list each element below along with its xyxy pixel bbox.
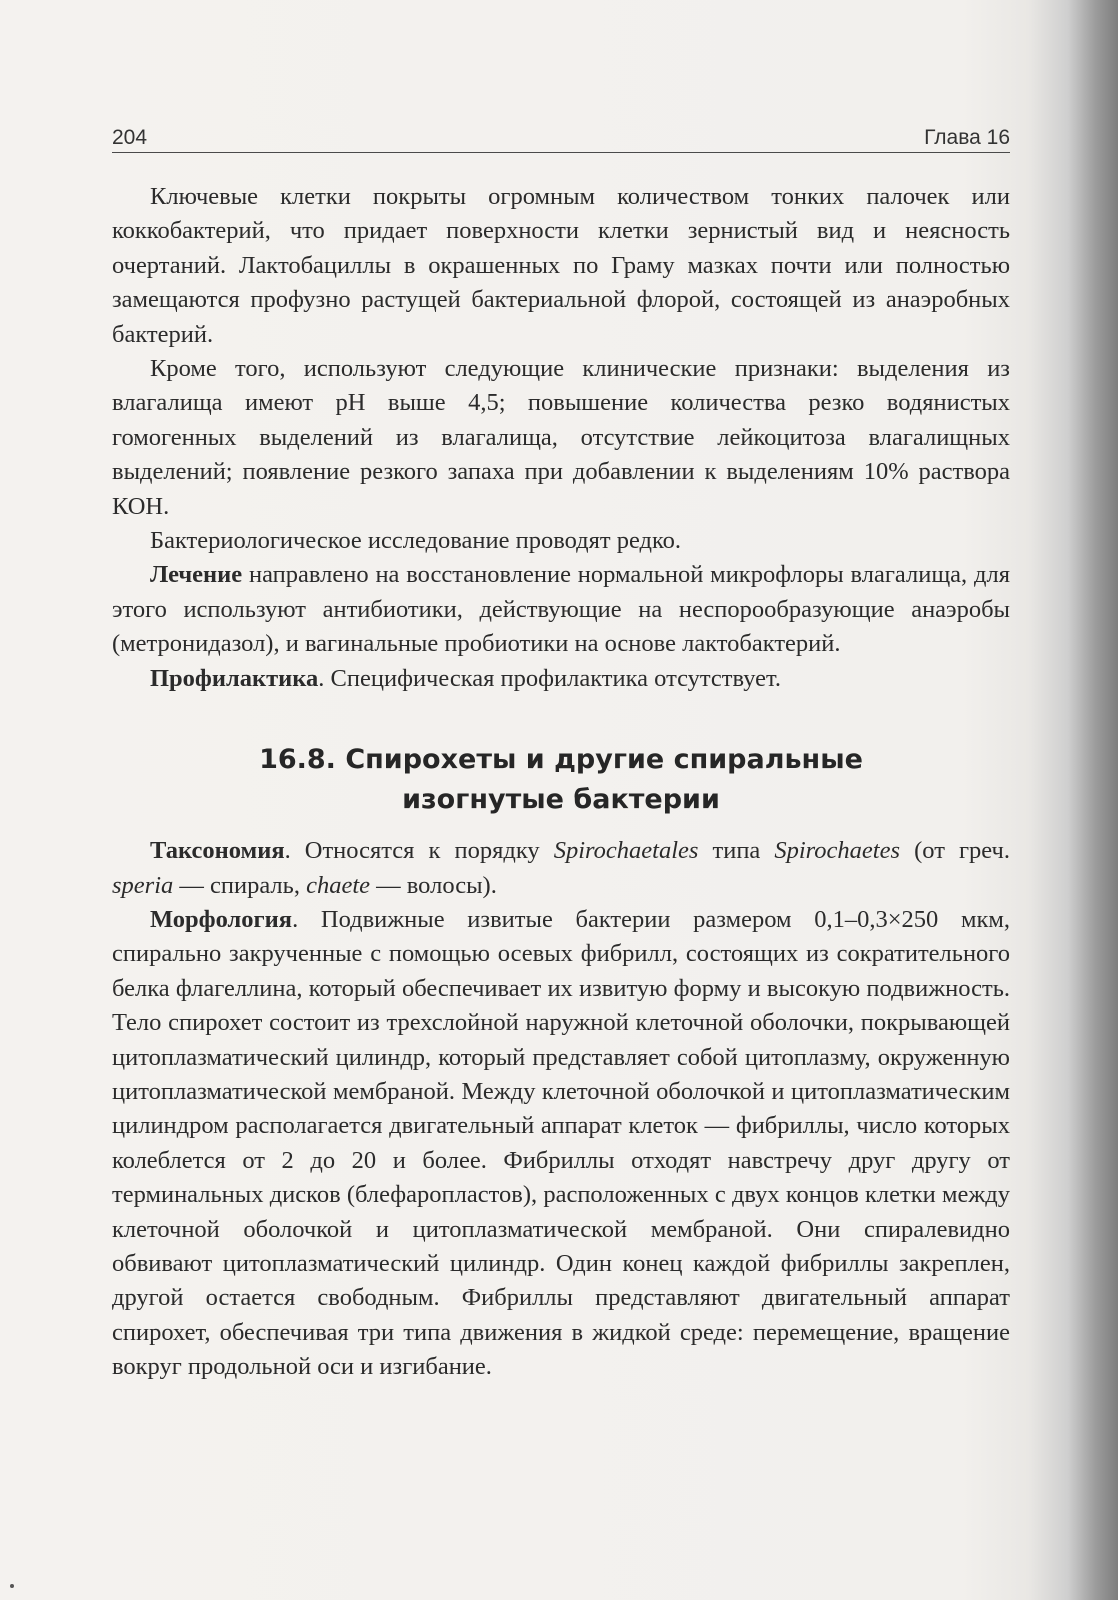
- term-treatment: Лечение: [150, 561, 243, 589]
- section-heading: [112, 740, 1010, 820]
- chapter-title: Глава 16: [924, 126, 1010, 149]
- body-text: [112, 180, 1010, 1385]
- header-rule: [112, 152, 1010, 153]
- paragraph-morphology: [112, 903, 1010, 1385]
- paragraph-clinical-signs: Кроме того, используют следующие клинические признаки: выделения из влагалища имеют pH выше 4,5; повышение количества резко водянистых гомогенных выделений из влагалища, отсутствие лейкоцитоза влагалищных выделений; появление резкого запаха при добавлении к выделениям 10% раствора КОН.: [112, 355, 1010, 520]
- greek-word-chaete: chaete: [306, 871, 371, 899]
- term-prevention: Профилактика: [150, 664, 319, 692]
- taxonomy-text-1: . Относятся к порядку: [284, 837, 554, 865]
- treatment-text: направлено на восстановление нормальной микрофлоры влагалища, для этого используют антибиотики, действующие на неспорообразующие анаэробы (метронидазол), и вагинальные пробиотики на основе лактобактерий.: [112, 561, 1010, 658]
- morphology-text: . Подвижные извитые бактерии размером 0,1–0,3×250 мкм, спирально закрученные с помощью осевых фибрилл, состоящих из сократительного белка флагеллина, который обеспечивает их извитую форму и высокую подвижность. Тело спирохет состоит из трехслойной наружной клеточной оболочки, покрывающей цитоплазматический цилиндр, который представляет собой цитоплазму, окруженную цитоплазматической мембраной. Между клеточной оболочкой и цитоплазматическим цилиндром располагается двигательный аппарат клеток — фибриллы, число которых колеблется от 2 до 20 и более. Фибриллы отходят навстречу друг другу от терминальных дисков (блефаропластов), расположенных с двух концов клетки между клеточной оболочкой и цитоплазматической мембраной. Они спиралевидно обвивают цитоплазматический цилиндр. Один конец каждой фибриллы закреплен, другой остается свободным. Фибриллы представляют двигательный аппарат спирохет, обеспечивая три типа движения в жидкой среде: перемещение, вращение вокруг продольной оси и изгибание.: [112, 905, 1010, 1381]
- paragraph-taxonomy: [112, 834, 1010, 903]
- term-morphology: Морфология: [150, 905, 293, 933]
- paragraph-bacteriology: Бактериологическое исследование проводят редко.: [150, 527, 682, 555]
- paragraph-treatment: [112, 558, 1010, 661]
- taxon-phylum: Spirochaetes: [774, 837, 901, 865]
- paragraph-key-cells: Ключевые клетки покрыты огромным количеством тонких палочек или коккобактерий, что придает поверхности клетки зернистый вид и неясность очертаний. Лактобациллы в окрашенных по Граму мазках почти или полностью замещаются профузно растущей бактериальной флорой, состоящей из анаэробных бактерий.: [112, 183, 1010, 348]
- taxonomy-text-5: — волосы).: [370, 871, 497, 899]
- running-header: [112, 118, 1010, 156]
- taxonomy-text-3: (от греч.: [900, 837, 1010, 865]
- paragraph-prevention: [112, 662, 1010, 696]
- term-taxonomy: Таксономия: [150, 837, 285, 865]
- taxonomy-text-2: типа: [698, 837, 775, 865]
- prevention-text: . Специфическая профилактика отсутствует.: [318, 664, 782, 692]
- section-heading-line2: изогнутые бактерии: [402, 784, 720, 816]
- taxon-order: Spirochaetales: [553, 837, 699, 865]
- scan-speck: [10, 1584, 14, 1588]
- section-heading-line1: 16.8. Спирохеты и другие спиральные: [259, 744, 863, 776]
- page-number: 204: [112, 126, 148, 149]
- greek-word-speria: speria: [112, 871, 174, 899]
- taxonomy-text-4: — спираль,: [173, 871, 307, 899]
